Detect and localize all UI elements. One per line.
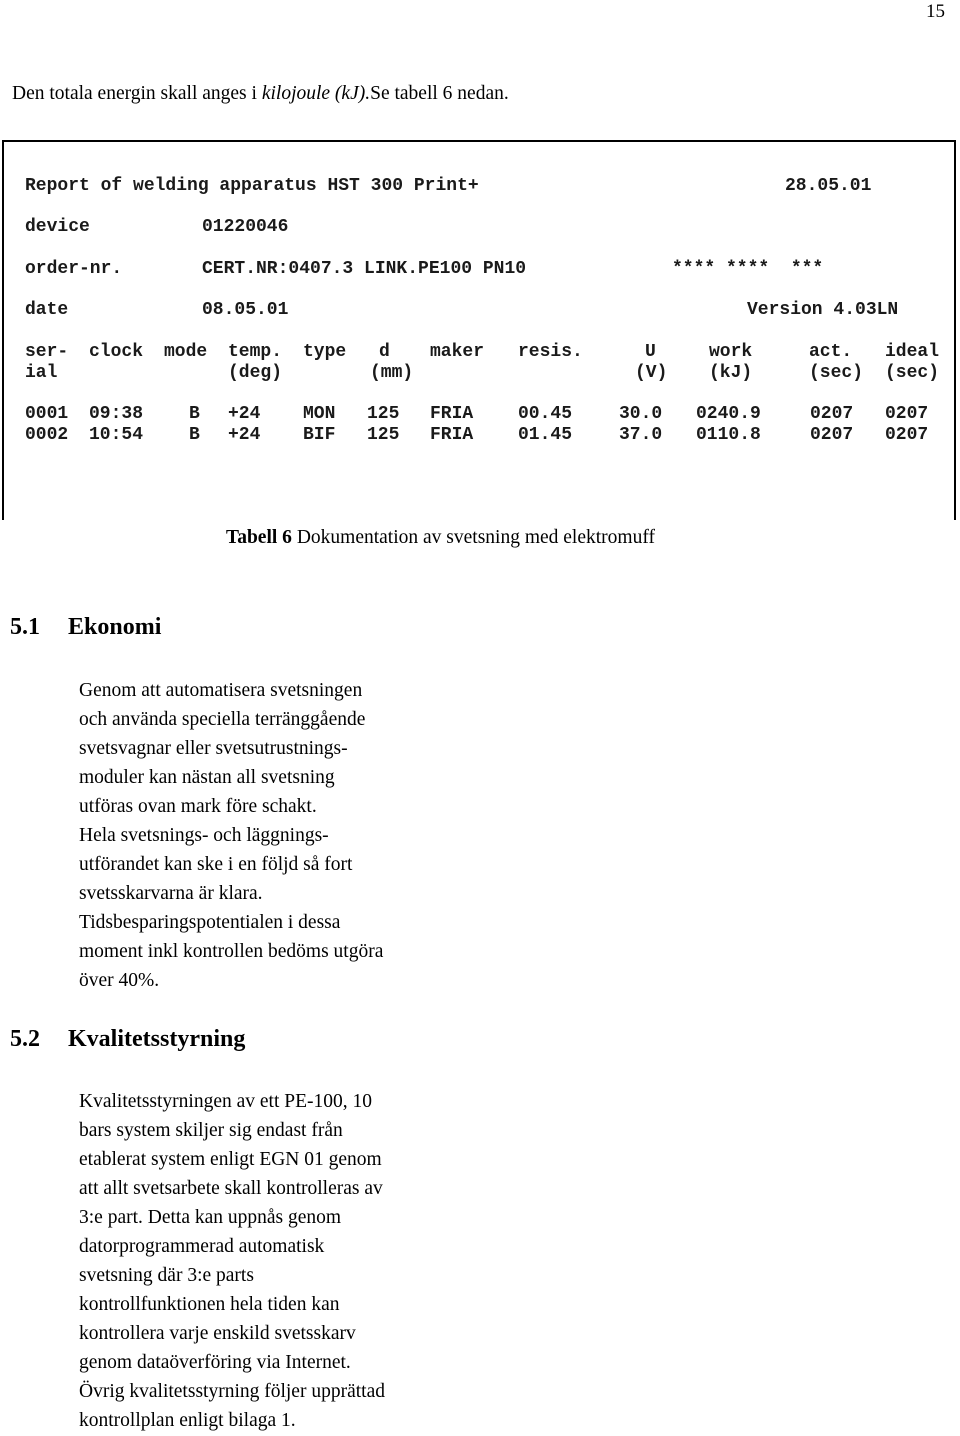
order-label: order-nr. [25, 259, 123, 279]
section-heading-ekonomi [10, 614, 161, 641]
col-header-d: d [379, 342, 390, 362]
col-header-temp-unit: (deg) [228, 363, 283, 383]
intro-text [12, 83, 509, 105]
text-line: moduler kan nästan all svetsning [79, 767, 335, 788]
report-print-date: 28.05.01 [785, 176, 872, 196]
row1-mode: B [189, 404, 200, 424]
text-line: svetsning där 3:e parts [79, 1265, 254, 1286]
table-caption [226, 527, 655, 549]
date-value: 08.05.01 [202, 300, 289, 320]
col-header-maker: maker [430, 342, 485, 362]
row2-d: 125 [367, 425, 400, 445]
row2-temp: +24 [228, 425, 261, 445]
section-heading-kvalitetsstyrning [10, 1026, 245, 1053]
date-label: date [25, 300, 69, 320]
text-line: kontrollera varje enskild svetsskarv [79, 1323, 356, 1344]
row2-serial: 0002 [25, 425, 69, 445]
section-title: Ekonomi [68, 614, 162, 640]
text-line: Hela svetsnings- och läggnings- [79, 825, 329, 846]
row1-ideal: 0207 [885, 404, 929, 424]
col-header-ideal-unit: (sec) [885, 363, 940, 383]
text-line: moment inkl kontrollen bedöms utgöra [79, 941, 384, 962]
table-caption-label: Tabell 6 [226, 527, 292, 548]
ekonomi-paragraph [79, 676, 383, 995]
text-line: datorprogrammerad automatisk [79, 1236, 325, 1257]
text-line: svetsvagnar eller svetsutrustnings- [79, 738, 348, 759]
device-value: 01220046 [202, 217, 289, 237]
intro-before: Den totala energin skall anges i [12, 83, 262, 104]
col-header-u: U [645, 342, 656, 362]
welding-report-printout [2, 140, 956, 520]
row1-act: 0207 [810, 404, 854, 424]
col-header-d-unit: (mm) [370, 363, 414, 383]
section-title: Kvalitetsstyrning [68, 1026, 246, 1052]
col-header-resis: resis. [518, 342, 583, 362]
col-header-ideal: ideal [885, 342, 940, 362]
section-number: 5.1 [10, 614, 40, 640]
col-header-temp: temp. [228, 342, 283, 362]
col-header-work-unit: (kJ) [709, 363, 753, 383]
text-line: och använda speciella terränggående [79, 709, 366, 730]
text-line: 3:e part. Detta kan uppnås genom [79, 1207, 342, 1228]
order-stars: **** **** *** [672, 259, 824, 279]
col-header-type: type [303, 342, 347, 362]
row1-resis: 00.45 [518, 404, 573, 424]
col-header-serial: ser- [25, 342, 69, 362]
row2-type: BIF [303, 425, 336, 445]
text-line: kontrollfunktionen hela tiden kan [79, 1294, 340, 1315]
col-header-clock: clock [89, 342, 144, 362]
row2-mode: B [189, 425, 200, 445]
page-number: 15 [926, 1, 945, 22]
row2-ideal: 0207 [885, 425, 929, 445]
col-header-mode: mode [164, 342, 208, 362]
row1-d: 125 [367, 404, 400, 424]
table-caption-text: Dokumentation av svetsning med elektromuff [291, 527, 655, 548]
row1-type: MON [303, 404, 336, 424]
text-line: Genom att automatisera svetsningen [79, 680, 363, 701]
row2-u: 37.0 [619, 425, 663, 445]
col-header-serial-2: ial [25, 363, 58, 383]
text-line: utföras ovan mark före schakt. [79, 796, 317, 817]
intro-after: Se tabell 6 nedan. [370, 83, 509, 104]
version-text: Version 4.03LN [747, 300, 899, 320]
intro-unit: kilojoule (kJ). [261, 83, 371, 104]
text-line: bars system skiljer sig endast från [79, 1120, 343, 1141]
text-line: att allt svetsarbete skall kontrolleras av [79, 1178, 383, 1199]
text-line: Övrig kvalitetsstyrning följer upprättad [79, 1381, 385, 1402]
text-line: svetsskarvarna är klara. [79, 883, 263, 904]
report-title: Report of welding apparatus HST 300 Print+ [25, 176, 479, 196]
row1-work: 0240.9 [696, 404, 761, 424]
text-line: etablerat system enligt EGN 01 genom [79, 1149, 382, 1170]
text-line: genom dataöverföring via Internet. [79, 1352, 351, 1373]
col-header-act-unit: (sec) [809, 363, 864, 383]
col-header-work: work [709, 342, 753, 362]
col-header-act: act. [809, 342, 853, 362]
row2-work: 0110.8 [696, 425, 761, 445]
row1-maker: FRIA [430, 404, 474, 424]
col-header-u-unit: (V) [635, 363, 668, 383]
row2-resis: 01.45 [518, 425, 573, 445]
text-line: kontrollplan enligt bilaga 1. [79, 1410, 296, 1431]
kvalitet-paragraph [79, 1087, 385, 1435]
text-line: Kvalitetsstyrningen av ett PE-100, 10 [79, 1091, 372, 1112]
text-line: över 40%. [79, 970, 160, 991]
order-value: CERT.NR:0407.3 LINK.PE100 PN10 [202, 259, 527, 279]
row2-act: 0207 [810, 425, 854, 445]
text-line: utförandet kan ske i en följd så fort [79, 854, 353, 875]
row1-temp: +24 [228, 404, 261, 424]
row2-maker: FRIA [430, 425, 474, 445]
row1-serial: 0001 [25, 404, 69, 424]
section-number: 5.2 [10, 1026, 40, 1052]
row1-u: 30.0 [619, 404, 663, 424]
device-label: device [25, 217, 90, 237]
row1-clock: 09:38 [89, 404, 144, 424]
row2-clock: 10:54 [89, 425, 144, 445]
text-line: Tidsbesparingspotentialen i dessa [79, 912, 341, 933]
